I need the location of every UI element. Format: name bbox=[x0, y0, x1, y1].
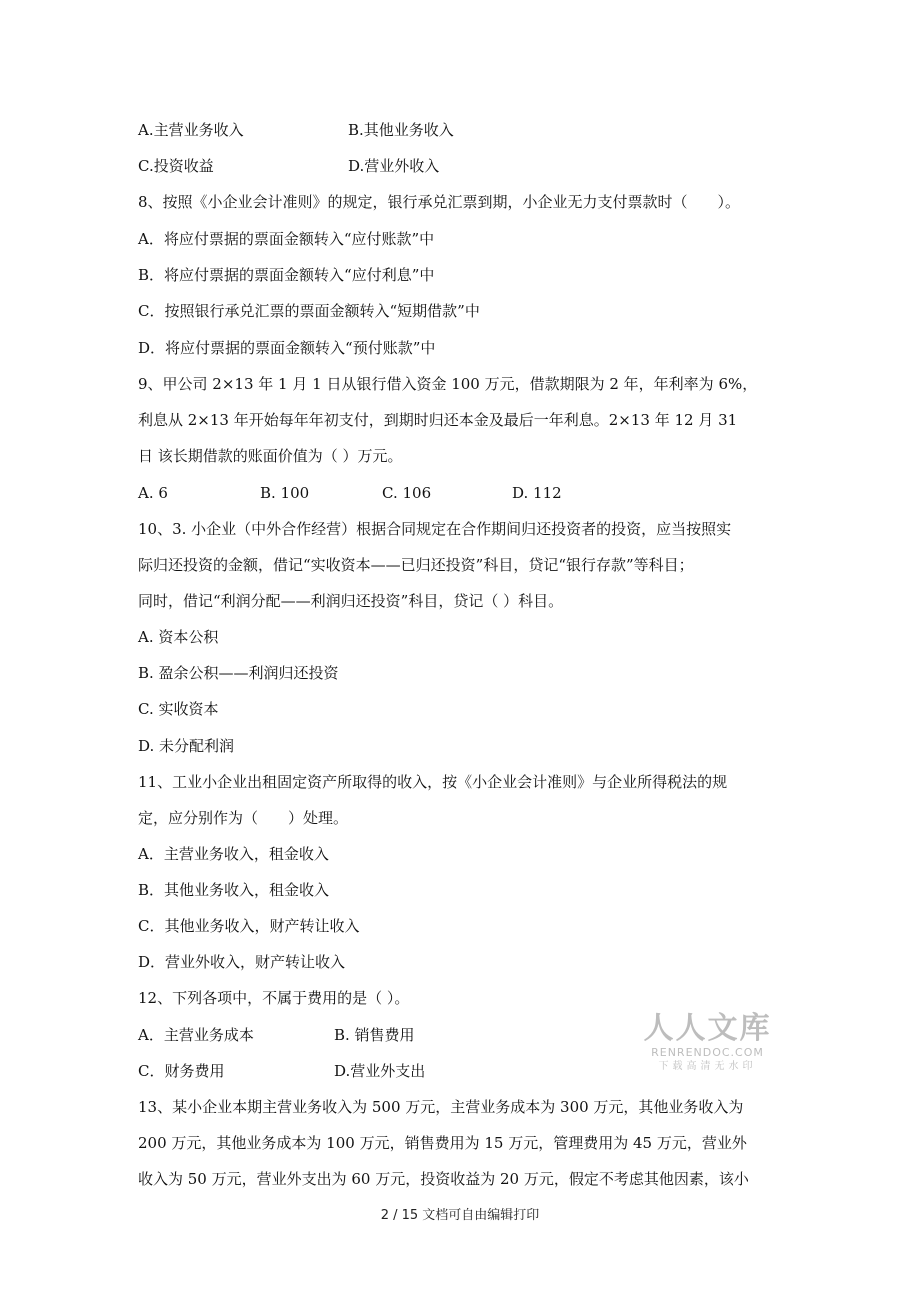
q9-option-a: A. 6 bbox=[138, 484, 168, 502]
q9-stem-line-3: 日 该长期借款的账面价值为（ ）万元。 bbox=[138, 447, 403, 465]
q8-stem: 8、按照《小企业会计准则》的规定，银行承兑汇票到期，小企业无力支付票款时（ ）。 bbox=[138, 193, 741, 211]
q12-option-c: C．财务费用 bbox=[138, 1062, 225, 1080]
q12-options-row-1 bbox=[138, 1025, 415, 1045]
q13-stem-line-3: 收入为 50 万元，营业外支出为 60 万元，投资收益为 20 万元，假定不考虑其他因素，该小 bbox=[138, 1170, 749, 1188]
q9-option-b: B. 100 bbox=[260, 484, 310, 502]
q12-option-d: D.营业外支出 bbox=[334, 1062, 426, 1080]
q12-options-row-2 bbox=[138, 1061, 426, 1081]
q10-stem-line-3: 同时，借记“利润分配——利润归还投资”科目，贷记（ ）科目。 bbox=[138, 592, 564, 610]
q11-option-b: B．其他业务收入，租金收入 bbox=[138, 881, 330, 899]
q11-option-a: A．主营业务收入，租金收入 bbox=[138, 845, 329, 863]
q8-option-a: A．将应付票据的票面金额转入“应付账款”中 bbox=[138, 230, 435, 248]
q10-stem-line-1: 10、3. 小企业（中外合作经营）根据合同规定在合作期间归还投资者的投资，应当按照实 bbox=[138, 520, 732, 538]
q12-option-a: A．主营业务成本 bbox=[138, 1026, 254, 1044]
page-footer: 2 / 15 文档可自由编辑打印 bbox=[380, 1208, 540, 1223]
q8-option-b: B．将应付票据的票面金额转入“应付利息”中 bbox=[138, 266, 435, 284]
q8-option-d: D．将应付票据的票面金额转入“预付账款”中 bbox=[138, 339, 436, 357]
q11-stem-line-1: 11、工业小企业出租固定资产所取得的收入，按《小企业会计准则》与企业所得税法的规 bbox=[138, 773, 728, 791]
watermark-logo bbox=[640, 1012, 775, 1074]
q10-option-b: B. 盈余公积——利润归还投资 bbox=[138, 664, 339, 682]
q11-stem-line-2: 定，应分别作为（ ）处理。 bbox=[138, 809, 349, 827]
q9-option-c: C. 106 bbox=[382, 484, 432, 502]
q7-options-row-2 bbox=[138, 156, 440, 176]
q9-stem-line-1: 9、甲公司 2×13 年 1 月 1 日从银行借入资金 100 万元，借款期限为 2 年，年利率为 6%， bbox=[138, 375, 758, 393]
q7-option-b: B.其他业务收入 bbox=[348, 121, 454, 139]
q10-option-c: C. 实收资本 bbox=[138, 700, 219, 718]
q11-option-d: D．营业外收入，财产转让收入 bbox=[138, 953, 346, 971]
q7-option-c: C.投资收益 bbox=[138, 157, 214, 175]
watermark-subtitle: 下载高清无水印 bbox=[658, 1061, 757, 1072]
q9-options-row bbox=[138, 483, 562, 503]
q12-option-b: B. 销售费用 bbox=[334, 1026, 415, 1044]
q9-option-d: D. 112 bbox=[512, 484, 562, 502]
q13-stem-line-2: 200 万元，其他业务成本为 100 万元，销售费用为 15 万元，管理费用为 45 万元，营业外 bbox=[138, 1134, 747, 1152]
q10-option-a: A. 资本公积 bbox=[138, 628, 219, 646]
q7-option-d: D.营业外收入 bbox=[348, 157, 440, 175]
q7-option-a: A.主营业务收入 bbox=[138, 121, 244, 139]
q9-stem-line-2: 利息从 2×13 年开始每年年初支付，到期时归还本金及最后一年利息。2×13 年 12 月 31 bbox=[138, 411, 738, 429]
q13-stem-line-1: 13、某小企业本期主营业务收入为 500 万元，主营业务成本为 300 万元，其他业务收入为 bbox=[138, 1098, 744, 1116]
watermark-title: 人人文库 bbox=[643, 1011, 772, 1046]
q12-stem: 12、下列各项中，不属于费用的是（ ）。 bbox=[138, 989, 410, 1007]
watermark-site: RENRENDOC.COM bbox=[651, 1046, 764, 1059]
q7-options-row-1 bbox=[138, 120, 454, 140]
q10-option-d: D. 未分配利润 bbox=[138, 737, 235, 755]
q8-option-c: C．按照银行承兑汇票的票面金额转入“短期借款”中 bbox=[138, 302, 480, 320]
q10-stem-line-2: 际归还投资的金额，借记“实收资本——已归还投资”科目，贷记“银行存款”等科目； bbox=[138, 556, 694, 574]
q11-option-c: C．其他业务收入，财产转让收入 bbox=[138, 917, 360, 935]
